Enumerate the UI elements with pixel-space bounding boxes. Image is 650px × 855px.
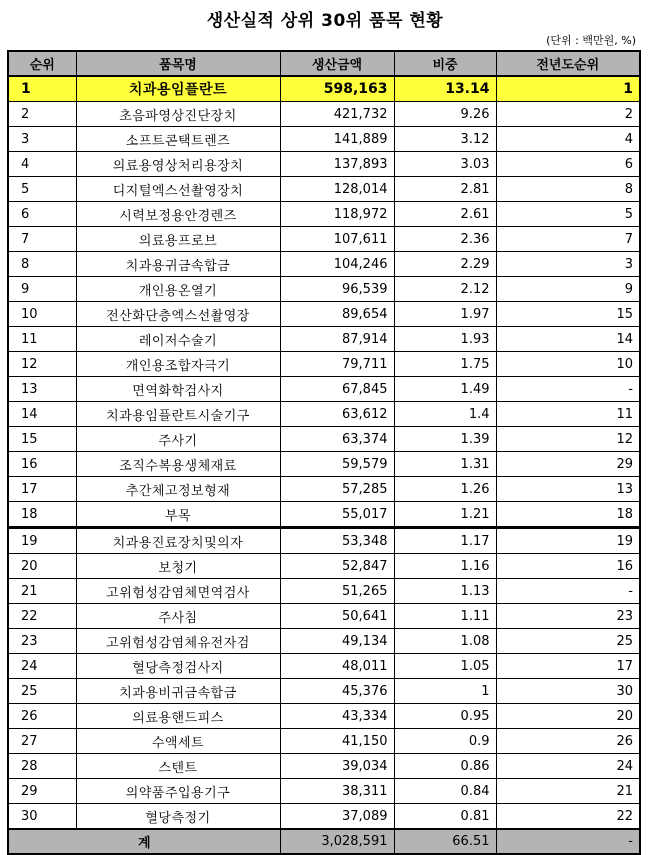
rank-cell: 30 xyxy=(8,804,76,830)
amount-cell: 52,847 xyxy=(280,554,394,579)
prev-rank-cell: 3 xyxy=(496,252,640,277)
header-row xyxy=(8,51,640,76)
share-cell: 1.13 xyxy=(394,579,496,604)
share-cell: 2.61 xyxy=(394,202,496,227)
share-cell: 3.03 xyxy=(394,152,496,177)
share-cell: 2.12 xyxy=(394,277,496,302)
rank-cell: 20 xyxy=(8,554,76,579)
share-cell: 0.86 xyxy=(394,754,496,779)
ranking-table xyxy=(7,50,641,855)
item-name-cell: 의료용핸드피스 xyxy=(76,704,280,729)
share-cell: 2.36 xyxy=(394,227,496,252)
item-name-cell: 레이저수술기 xyxy=(76,327,280,352)
amount-cell: 89,654 xyxy=(280,302,394,327)
rank-cell: 8 xyxy=(8,252,76,277)
table-row xyxy=(8,302,640,327)
amount-cell: 55,017 xyxy=(280,502,394,528)
total-amount: 3,028,591 xyxy=(280,829,394,854)
prev-rank-cell: - xyxy=(496,579,640,604)
rank-cell: 18 xyxy=(8,502,76,528)
item-name-cell: 부목 xyxy=(76,502,280,528)
prev-rank-cell: 6 xyxy=(496,152,640,177)
header-prev-rank: 전년도순위 xyxy=(496,51,640,76)
share-cell: 1.93 xyxy=(394,327,496,352)
header-rank: 순위 xyxy=(8,51,76,76)
total-row xyxy=(8,829,640,854)
prev-rank-cell: 26 xyxy=(496,729,640,754)
prev-rank-cell: 10 xyxy=(496,352,640,377)
item-name-cell: 의약품주입용기구 xyxy=(76,779,280,804)
table-row xyxy=(8,152,640,177)
table-row xyxy=(8,654,640,679)
rank-cell: 21 xyxy=(8,579,76,604)
amount-cell: 421,732 xyxy=(280,102,394,127)
item-name-cell: 시력보정용안경렌즈 xyxy=(76,202,280,227)
rank-cell: 6 xyxy=(8,202,76,227)
prev-rank-cell: 9 xyxy=(496,277,640,302)
amount-cell: 59,579 xyxy=(280,452,394,477)
rank-cell: 9 xyxy=(8,277,76,302)
amount-cell: 43,334 xyxy=(280,704,394,729)
table-row xyxy=(8,76,640,102)
amount-cell: 104,246 xyxy=(280,252,394,277)
item-name-cell: 조직수복용생체재료 xyxy=(76,452,280,477)
table-row xyxy=(8,779,640,804)
share-cell: 3.12 xyxy=(394,127,496,152)
rank-cell: 29 xyxy=(8,779,76,804)
rank-cell: 13 xyxy=(8,377,76,402)
prev-rank-cell: 12 xyxy=(496,427,640,452)
item-name-cell: 치과용임플란트 xyxy=(76,76,280,102)
prev-rank-cell: 4 xyxy=(496,127,640,152)
table-row xyxy=(8,177,640,202)
header-amount: 생산금액 xyxy=(280,51,394,76)
amount-cell: 107,611 xyxy=(280,227,394,252)
item-name-cell: 혈당측정검사지 xyxy=(76,654,280,679)
prev-rank-cell: 1 xyxy=(496,76,640,102)
prev-rank-cell: 5 xyxy=(496,202,640,227)
share-cell: 0.81 xyxy=(394,804,496,830)
rank-cell: 19 xyxy=(8,528,76,554)
rank-cell: 17 xyxy=(8,477,76,502)
table-row xyxy=(8,579,640,604)
amount-cell: 63,374 xyxy=(280,427,394,452)
rank-cell: 7 xyxy=(8,227,76,252)
page-title: 생산실적 상위 30위 품목 현황 xyxy=(206,11,444,31)
amount-cell: 38,311 xyxy=(280,779,394,804)
table-row xyxy=(8,679,640,704)
rank-cell: 11 xyxy=(8,327,76,352)
prev-rank-cell: 17 xyxy=(496,654,640,679)
prev-rank-cell: 11 xyxy=(496,402,640,427)
header-share: 비중 xyxy=(394,51,496,76)
share-cell: 0.95 xyxy=(394,704,496,729)
share-cell: 1.08 xyxy=(394,629,496,654)
table-row xyxy=(8,102,640,127)
share-cell: 1.4 xyxy=(394,402,496,427)
item-name-cell: 전산화단층엑스선촬영장 xyxy=(76,302,280,327)
table-row xyxy=(8,277,640,302)
prev-rank-cell: 2 xyxy=(496,102,640,127)
prev-rank-cell: 30 xyxy=(496,679,640,704)
amount-cell: 598,163 xyxy=(280,76,394,102)
share-cell: 0.84 xyxy=(394,779,496,804)
amount-cell: 49,134 xyxy=(280,629,394,654)
item-name-cell: 혈당측정기 xyxy=(76,804,280,830)
rank-cell: 5 xyxy=(8,177,76,202)
table-row xyxy=(8,729,640,754)
rank-cell: 15 xyxy=(8,427,76,452)
amount-cell: 39,034 xyxy=(280,754,394,779)
prev-rank-cell: 20 xyxy=(496,704,640,729)
item-name-cell: 디지털엑스선촬영장치 xyxy=(76,177,280,202)
share-cell: 1 xyxy=(394,679,496,704)
item-name-cell: 소프트콘택트렌즈 xyxy=(76,127,280,152)
share-cell: 1.31 xyxy=(394,452,496,477)
total-label: 계 xyxy=(8,829,280,854)
share-cell: 1.11 xyxy=(394,604,496,629)
item-name-cell: 면역화학검사지 xyxy=(76,377,280,402)
prev-rank-cell: 23 xyxy=(496,604,640,629)
item-name-cell: 주사기 xyxy=(76,427,280,452)
item-name-cell: 치과용진료장치및의자 xyxy=(76,528,280,554)
amount-cell: 41,150 xyxy=(280,729,394,754)
item-name-cell: 의료용프로브 xyxy=(76,227,280,252)
prev-rank-cell: 14 xyxy=(496,327,640,352)
amount-cell: 48,011 xyxy=(280,654,394,679)
item-name-cell: 의료용영상처리용장치 xyxy=(76,152,280,177)
amount-cell: 141,889 xyxy=(280,127,394,152)
rank-cell: 3 xyxy=(8,127,76,152)
table-row xyxy=(8,554,640,579)
prev-rank-cell: 24 xyxy=(496,754,640,779)
amount-cell: 51,265 xyxy=(280,579,394,604)
share-cell: 1.21 xyxy=(394,502,496,528)
share-cell: 0.9 xyxy=(394,729,496,754)
rank-cell: 14 xyxy=(8,402,76,427)
amount-cell: 87,914 xyxy=(280,327,394,352)
amount-cell: 137,893 xyxy=(280,152,394,177)
amount-cell: 50,641 xyxy=(280,604,394,629)
prev-rank-cell: 16 xyxy=(496,554,640,579)
table-row xyxy=(8,629,640,654)
item-name-cell: 치과용귀금속합금 xyxy=(76,252,280,277)
amount-cell: 118,972 xyxy=(280,202,394,227)
share-cell: 2.29 xyxy=(394,252,496,277)
table-row xyxy=(8,227,640,252)
share-cell: 9.26 xyxy=(394,102,496,127)
rank-cell: 16 xyxy=(8,452,76,477)
prev-rank-cell: - xyxy=(496,377,640,402)
item-name-cell: 고위험성감염체유전자검 xyxy=(76,629,280,654)
table-row xyxy=(8,502,640,528)
prev-rank-cell: 21 xyxy=(496,779,640,804)
rank-cell: 2 xyxy=(8,102,76,127)
table-row xyxy=(8,252,640,277)
table-row xyxy=(8,202,640,227)
item-name-cell: 추간체고정보형재 xyxy=(76,477,280,502)
table-row xyxy=(8,604,640,629)
item-name-cell: 개인용조합자극기 xyxy=(76,352,280,377)
amount-cell: 45,376 xyxy=(280,679,394,704)
amount-cell: 57,285 xyxy=(280,477,394,502)
prev-rank-cell: 13 xyxy=(496,477,640,502)
item-name-cell: 주사침 xyxy=(76,604,280,629)
table-row xyxy=(8,452,640,477)
table-row xyxy=(8,528,640,554)
table-row xyxy=(8,377,640,402)
item-name-cell: 고위험성감염체면역검사 xyxy=(76,579,280,604)
share-cell: 1.75 xyxy=(394,352,496,377)
share-cell: 1.26 xyxy=(394,477,496,502)
amount-cell: 128,014 xyxy=(280,177,394,202)
table-row xyxy=(8,704,640,729)
share-cell: 2.81 xyxy=(394,177,496,202)
prev-rank-cell: 18 xyxy=(496,502,640,528)
amount-cell: 37,089 xyxy=(280,804,394,830)
table-row xyxy=(8,402,640,427)
prev-rank-cell: 15 xyxy=(496,302,640,327)
share-cell: 1.49 xyxy=(394,377,496,402)
item-name-cell: 수액세트 xyxy=(76,729,280,754)
rank-cell: 25 xyxy=(8,679,76,704)
rank-cell: 28 xyxy=(8,754,76,779)
share-cell: 1.97 xyxy=(394,302,496,327)
unit-note: (단위 : 백만원, %) xyxy=(546,34,636,47)
amount-cell: 53,348 xyxy=(280,528,394,554)
item-name-cell: 치과용비귀금속합금 xyxy=(76,679,280,704)
item-name-cell: 초음파영상진단장치 xyxy=(76,102,280,127)
rank-cell: 4 xyxy=(8,152,76,177)
rank-cell: 26 xyxy=(8,704,76,729)
amount-cell: 96,539 xyxy=(280,277,394,302)
amount-cell: 79,711 xyxy=(280,352,394,377)
share-cell: 1.39 xyxy=(394,427,496,452)
rank-cell: 1 xyxy=(8,76,76,102)
item-name-cell: 개인용온열기 xyxy=(76,277,280,302)
share-cell: 1.17 xyxy=(394,528,496,554)
table-row xyxy=(8,352,640,377)
header-item-name: 품목명 xyxy=(76,51,280,76)
share-cell: 13.14 xyxy=(394,76,496,102)
item-name-cell: 치과용임플란트시술기구 xyxy=(76,402,280,427)
table-row xyxy=(8,427,640,452)
rank-cell: 12 xyxy=(8,352,76,377)
share-cell: 1.05 xyxy=(394,654,496,679)
item-name-cell: 보청기 xyxy=(76,554,280,579)
table-row xyxy=(8,804,640,830)
total-prev-rank: - xyxy=(496,829,640,854)
table-row xyxy=(8,477,640,502)
prev-rank-cell: 29 xyxy=(496,452,640,477)
table-row xyxy=(8,127,640,152)
item-name-cell: 스텐트 xyxy=(76,754,280,779)
rank-cell: 10 xyxy=(8,302,76,327)
share-cell: 1.16 xyxy=(394,554,496,579)
prev-rank-cell: 25 xyxy=(496,629,640,654)
amount-cell: 63,612 xyxy=(280,402,394,427)
table-row xyxy=(8,754,640,779)
rank-cell: 27 xyxy=(8,729,76,754)
amount-cell: 67,845 xyxy=(280,377,394,402)
table-row xyxy=(8,327,640,352)
rank-cell: 23 xyxy=(8,629,76,654)
rank-cell: 22 xyxy=(8,604,76,629)
prev-rank-cell: 19 xyxy=(496,528,640,554)
total-share: 66.51 xyxy=(394,829,496,854)
prev-rank-cell: 22 xyxy=(496,804,640,830)
prev-rank-cell: 8 xyxy=(496,177,640,202)
prev-rank-cell: 7 xyxy=(496,227,640,252)
rank-cell: 24 xyxy=(8,654,76,679)
